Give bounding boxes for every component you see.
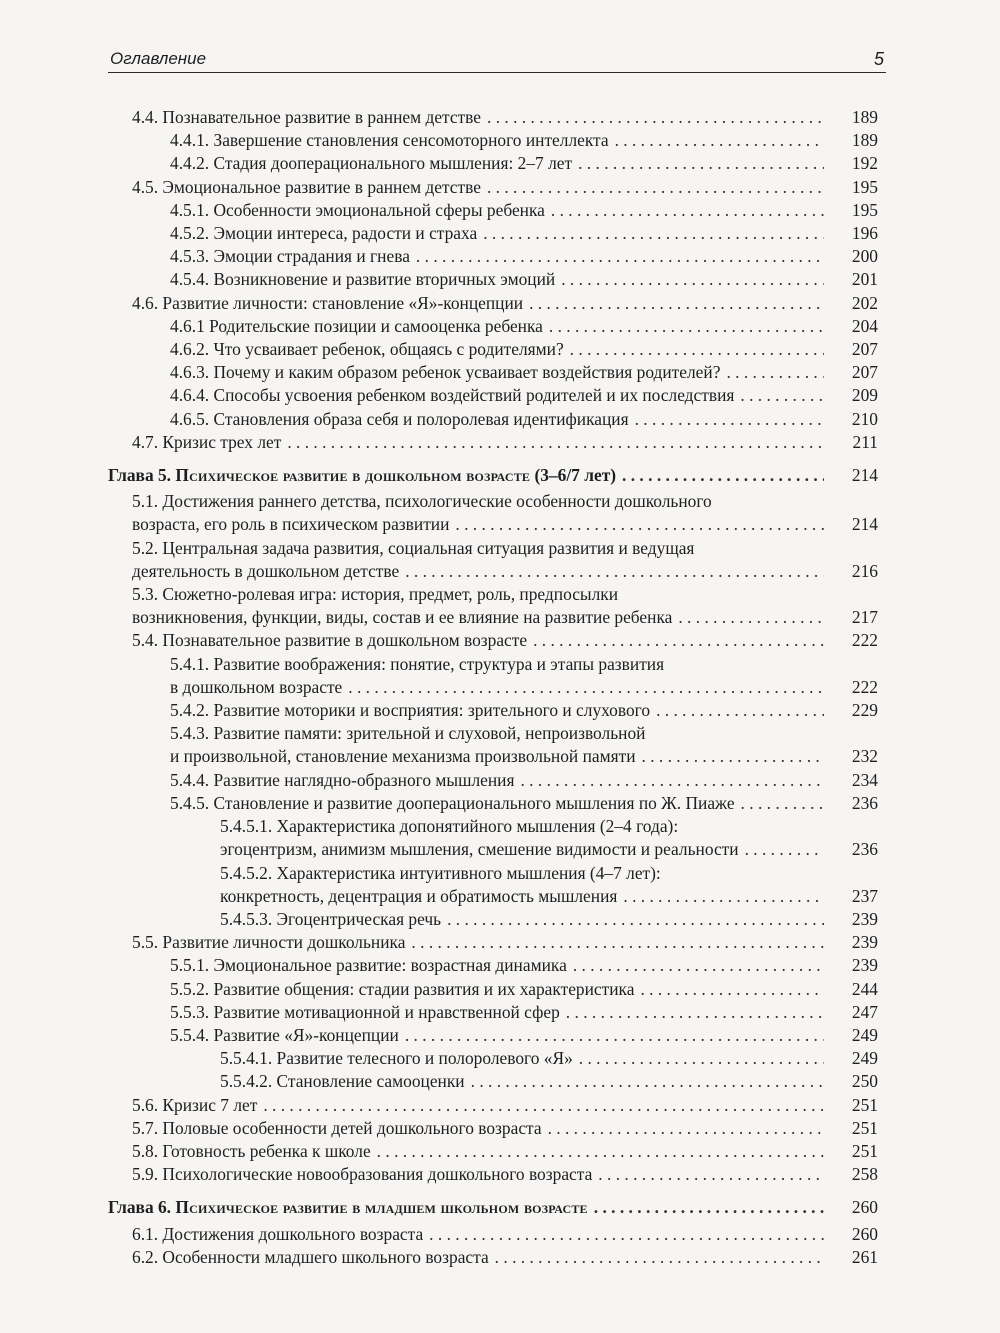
toc-entry-title: в дошкольном возрасте bbox=[170, 676, 343, 697]
toc-entry bbox=[108, 152, 886, 175]
toc-entry bbox=[108, 722, 886, 768]
toc-entry-page: 214 bbox=[851, 514, 878, 535]
toc-entry-page: 244 bbox=[851, 978, 878, 999]
toc-entry-title-line1: 5.4.1. Развитие воображения: понятие, структура и этапы развития bbox=[170, 653, 665, 674]
toc-entry-title: 5.4.2. Развитие моторики и восприятия: зрительного и слухового bbox=[170, 700, 651, 721]
toc-entry bbox=[108, 1246, 886, 1269]
toc-entry-title: 5.4.4. Развитие наглядно-образного мышления bbox=[170, 769, 515, 790]
toc-entry-page: 201 bbox=[851, 269, 878, 290]
toc-entry bbox=[108, 361, 886, 384]
toc-entry-page: 207 bbox=[851, 362, 878, 383]
toc-entry-title: 5.9. Психологические новообразования дошкольного возраста bbox=[132, 1164, 593, 1185]
toc-entry-title: 5.5.4.1. Развитие телесного и полоролевого «Я» bbox=[220, 1048, 573, 1069]
toc-entry-title: 5.5.1. Эмоциональное развитие: возрастная динамика bbox=[170, 955, 567, 976]
toc-entry-title: 4.6.5. Становления образа себя и полоролевая идентификация bbox=[170, 408, 629, 429]
toc-entry-title-line1: 5.2. Центральная задача развития, социальная ситуация развития и ведущая bbox=[132, 537, 695, 558]
toc-entry-title: 6.2. Особенности младшего школьного возраста bbox=[132, 1246, 489, 1267]
toc-chapter-heading bbox=[108, 1196, 886, 1219]
toc-entry-title: эгоцентризм, анимизм мышления, смешение видимости и реальности bbox=[220, 839, 739, 860]
toc-entry-title: 4.6.1 Родительские позиции и самооценка ребенка bbox=[170, 315, 543, 336]
toc-entry-title-line1: 5.4.5.1. Характеристика допонятийного мышления (2–4 года): bbox=[220, 816, 679, 837]
toc-entry bbox=[108, 490, 886, 536]
toc-entry-page: 210 bbox=[851, 408, 878, 429]
toc-entry bbox=[108, 862, 886, 908]
toc-entry-title-line1: 5.4.3. Развитие памяти: зрительной и слуховой, непроизвольной bbox=[170, 723, 646, 744]
toc-entry-page: 236 bbox=[851, 839, 878, 860]
toc-entry-title: 5.4. Познавательное развитие в дошкольном возрасте bbox=[132, 630, 528, 651]
toc-entry-page: 209 bbox=[851, 385, 878, 406]
toc-entry bbox=[108, 769, 886, 792]
toc-entry bbox=[108, 1117, 886, 1140]
toc-entry-page: 239 bbox=[851, 932, 878, 953]
toc-entry-page: 222 bbox=[851, 676, 878, 697]
toc-entry bbox=[108, 245, 886, 268]
toc-entry-page: 239 bbox=[851, 955, 878, 976]
toc-entry-page: 251 bbox=[851, 1094, 878, 1115]
toc-entry-title: 4.5.4. Возникновение и развитие вторичных эмоций bbox=[170, 269, 556, 290]
toc-entry-page: 200 bbox=[851, 246, 878, 267]
running-header-page-number: 5 bbox=[873, 49, 884, 69]
toc-entry-title: 5.5. Развитие личности дошкольника bbox=[132, 932, 406, 953]
toc-entry bbox=[108, 1094, 886, 1117]
chapter-prefix: Глава 5. bbox=[108, 465, 172, 486]
toc-entry-page: 202 bbox=[851, 292, 878, 313]
toc-entry-page: 261 bbox=[851, 1246, 878, 1267]
toc-entry bbox=[108, 815, 886, 861]
toc-entry-title: 5.4.5.3. Эгоцентрическая речь bbox=[220, 908, 442, 929]
toc-entry-title: 5.6. Кризис 7 лет bbox=[132, 1094, 258, 1115]
toc-entry-title: возраста, его роль в психическом развитии bbox=[132, 514, 450, 535]
chapter-age: (3–6/7 лет) bbox=[534, 465, 617, 486]
toc-entry-title: возникновения, функции, виды, состав и ее влияние на развитие ребенка bbox=[132, 607, 673, 628]
toc-entry-page: 251 bbox=[851, 1117, 878, 1138]
toc-entry bbox=[108, 1024, 886, 1047]
toc-entry bbox=[108, 384, 886, 407]
toc-entry-title: 5.8. Готовность ребенка к школе bbox=[132, 1140, 371, 1161]
toc-entry bbox=[108, 338, 886, 361]
toc-entry-page: 234 bbox=[851, 769, 878, 790]
toc-entry bbox=[108, 908, 886, 931]
toc-entry-title: 5.5.4.2. Становление самооценки bbox=[220, 1071, 465, 1092]
toc-entry-page: 192 bbox=[851, 153, 878, 174]
toc-entry-page: 217 bbox=[851, 607, 878, 628]
toc-entry-page: 229 bbox=[851, 700, 878, 721]
table-of-contents bbox=[108, 106, 886, 1269]
toc-entry-title-line1: 5.3. Сюжетно-ролевая игра: история, предмет, роль, предпосылки bbox=[132, 584, 619, 605]
toc-entry-page: 247 bbox=[851, 1001, 878, 1022]
toc-entry-title: 4.6. Развитие личности: становление «Я»-концепции bbox=[132, 292, 524, 313]
toc-entry bbox=[108, 268, 886, 291]
toc-entry bbox=[108, 292, 886, 315]
toc-entry-title: деятельность в дошкольном детстве bbox=[132, 560, 400, 581]
toc-entry-page: 232 bbox=[851, 746, 878, 767]
toc-entry-title: 5.7. Половые особенности детей дошкольного возраста bbox=[132, 1117, 542, 1138]
toc-entry-page: 189 bbox=[851, 107, 878, 127]
toc-entry-page: 260 bbox=[851, 1223, 878, 1244]
toc-entry bbox=[108, 978, 886, 1001]
toc-entry-title: 4.4.1. Завершение становления сенсомоторного интеллекта bbox=[170, 130, 609, 151]
toc-entry bbox=[108, 699, 886, 722]
toc-entry bbox=[108, 222, 886, 245]
toc-entry bbox=[108, 537, 886, 583]
toc-entry-page: 211 bbox=[852, 431, 878, 452]
toc-entry-title: 6.1. Достижения дошкольного возраста bbox=[132, 1223, 424, 1244]
toc-entry bbox=[108, 1140, 886, 1163]
toc-entry bbox=[108, 1070, 886, 1093]
toc-entry bbox=[108, 408, 886, 431]
running-header-title: Оглавление bbox=[110, 49, 207, 68]
toc-entry-title: и произвольной, становление механизма произвольной памяти bbox=[170, 746, 636, 767]
toc-entry-page: 189 bbox=[851, 130, 878, 151]
toc-entry-title: 4.6.4. Способы усвоения ребенком воздействий родителей и их последствия bbox=[170, 385, 735, 406]
toc-entry-page: 251 bbox=[851, 1140, 878, 1161]
running-header bbox=[108, 44, 886, 73]
toc-entry bbox=[108, 653, 886, 699]
toc-entry bbox=[108, 315, 886, 338]
toc-entry-title-line1: 5.1. Достижения раннего детства, психологические особенности дошкольного bbox=[132, 491, 712, 512]
toc-entry bbox=[108, 931, 886, 954]
toc-entry bbox=[108, 199, 886, 222]
chapter-title: Психическое развитие в дошкольном возрасте bbox=[175, 465, 531, 486]
toc-entry-title: 4.5. Эмоциональное развитие в раннем детстве bbox=[132, 176, 481, 197]
toc-entry bbox=[108, 431, 886, 454]
toc-entry-page: 249 bbox=[851, 1024, 878, 1045]
toc-entry bbox=[108, 583, 886, 629]
toc-entry-page: 258 bbox=[851, 1164, 878, 1185]
toc-entry-page: 196 bbox=[851, 223, 878, 244]
toc-entry-page: 216 bbox=[851, 560, 878, 581]
toc-entry-title: конкретность, децентрация и обратимость мышления bbox=[220, 885, 618, 906]
toc-entry-title: 5.4.5. Становление и развитие дооперационального мышления по Ж. Пиаже bbox=[170, 792, 735, 813]
toc-entry-page: 237 bbox=[851, 885, 878, 906]
toc-entry-page: 236 bbox=[851, 792, 878, 813]
toc-entry-page: 222 bbox=[851, 630, 878, 651]
toc-entry-page: 239 bbox=[851, 908, 878, 929]
toc-entry-title: 4.5.3. Эмоции страдания и гнева bbox=[170, 246, 410, 267]
toc-entry-title: 4.4. Познавательное развитие в раннем детстве bbox=[132, 107, 482, 127]
toc-entry-title: 5.5.4. Развитие «Я»-концепции bbox=[170, 1024, 399, 1045]
toc-entry-page: 249 bbox=[851, 1048, 878, 1069]
toc-entry bbox=[108, 1047, 886, 1070]
toc-entry-title: 5.5.2. Развитие общения: стадии развития и их характеристика bbox=[170, 978, 635, 999]
toc-entry bbox=[108, 1001, 886, 1024]
toc-entry bbox=[108, 629, 886, 652]
chapter-prefix: Глава 6. bbox=[108, 1197, 172, 1218]
toc-entry-page: 260 bbox=[851, 1197, 878, 1218]
toc-entry-title: 5.5.3. Развитие мотивационной и нравственной сфер bbox=[170, 1001, 560, 1022]
toc-entry-title: 4.6.2. Что усваивает ребенок, общаясь с родителями? bbox=[170, 339, 564, 360]
toc-entry bbox=[108, 792, 886, 815]
toc-entry bbox=[108, 176, 886, 199]
toc-entry-page: 195 bbox=[851, 199, 878, 220]
toc-chapter-heading bbox=[108, 464, 886, 487]
toc-entry-page: 250 bbox=[851, 1071, 878, 1092]
toc-entry-page: 195 bbox=[851, 176, 878, 197]
toc-entry-title: 4.5.1. Особенности эмоциональной сферы ребенка bbox=[170, 199, 545, 220]
toc-entry bbox=[108, 1163, 886, 1186]
toc-entry-title: 4.6.3. Почему и каким образом ребенок усваивает воздействия родителей? bbox=[170, 362, 721, 383]
toc-entry-title-line1: 5.4.5.2. Характеристика интуитивного мышления (4–7 лет): bbox=[220, 862, 661, 883]
toc-entry bbox=[108, 129, 886, 152]
toc-entry bbox=[108, 954, 886, 977]
chapter-title: Психическое развитие в младшем школьном возрасте bbox=[175, 1197, 588, 1218]
toc-entry-title: 4.4.2. Стадия дооперационального мышления: 2–7 лет bbox=[170, 153, 573, 174]
toc-entry-title: 4.5.2. Эмоции интереса, радости и страха bbox=[170, 223, 478, 244]
toc-entry bbox=[108, 106, 886, 129]
toc-entry-title: 4.7. Кризис трех лет bbox=[132, 431, 282, 452]
toc-entry bbox=[108, 1223, 886, 1246]
toc-entry-page: 214 bbox=[851, 465, 878, 486]
toc-entry-page: 204 bbox=[851, 315, 878, 336]
toc-entry-page: 207 bbox=[851, 339, 878, 360]
